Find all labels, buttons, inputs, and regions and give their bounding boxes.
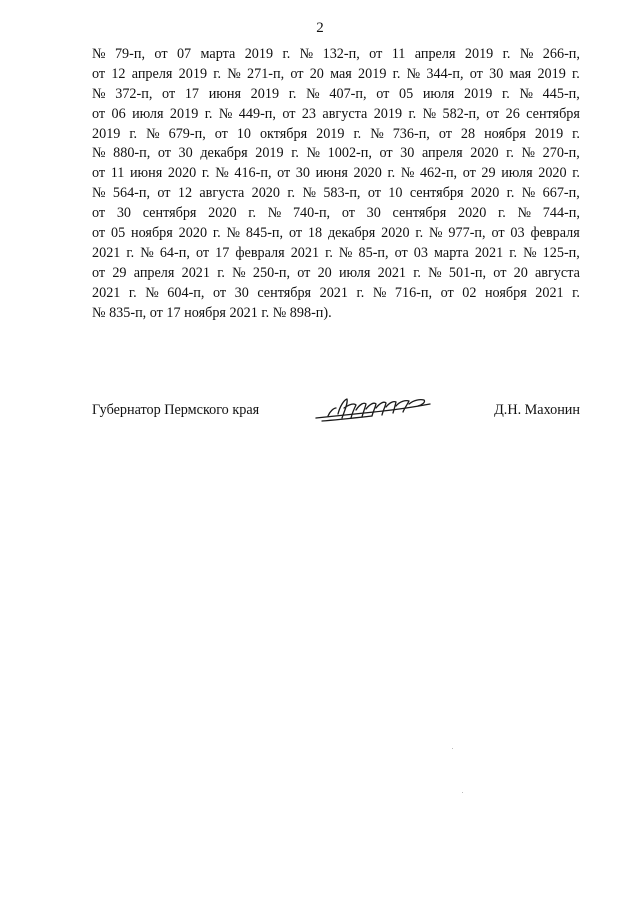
text-line: от 30 сентября 2020 г. № 740-п, от 30 сентября 2020 г. № 744-п, [92, 205, 580, 222]
text-line: от 11 июня 2020 г. № 416-п, от 30 июня 2020 г. № 462-п, от 29 июля 2020 г. [92, 165, 580, 182]
text-line: № 564-п, от 12 августа 2020 г. № 583-п, от 10 сентября 2020 г. № 667-п, [92, 185, 580, 202]
signature-block [92, 400, 580, 432]
body-paragraph [92, 45, 580, 323]
text-line: от 12 апреля 2019 г. № 271-п, от 20 мая 2019 г. № 344-п, от 30 мая 2019 г. [92, 65, 580, 82]
page-number: 2 [316, 20, 324, 36]
text-line: от 29 апреля 2021 г. № 250-п, от 20 июля 2021 г. № 501-п, от 20 августа [92, 264, 580, 281]
text-line: № 835-п, от 17 ноября 2021 г. № 898-п). [92, 304, 332, 321]
scan-speck [462, 792, 463, 793]
text-line: № 79-п, от 07 марта 2019 г. № 132-п, от 11 апреля 2019 г. № 266-п, [92, 46, 580, 62]
text-line: 2021 г. № 604-п, от 30 сентября 2021 г. № 716-п, от 02 ноября 2021 г. [92, 284, 580, 301]
text-line: от 05 ноября 2020 г. № 845-п, от 18 декабря 2020 г. № 977-п, от 03 февраля [92, 225, 580, 242]
handwritten-signature-icon [314, 394, 434, 428]
scan-speck [452, 748, 453, 749]
text-line: № 372-п, от 17 июня 2019 г. № 407-п, от 05 июля 2019 г. № 445-п, [92, 85, 580, 102]
text-line: 2019 г. № 679-п, от 10 октября 2019 г. № 736-п, от 28 ноября 2019 г. [92, 125, 580, 142]
text-line: 2021 г. № 64-п, от 17 февраля 2021 г. № 85-п, от 03 марта 2021 г. № 125-п, [92, 244, 580, 261]
text-line: от 06 июля 2019 г. № 449-п, от 23 августа 2019 г. № 582-п, от 26 сентября [92, 105, 580, 122]
text-line: № 880-п, от 30 декабря 2019 г. № 1002-п, от 30 апреля 2020 г. № 270-п, [92, 145, 580, 162]
signatory-name: Д.Н. Махонин [494, 402, 580, 418]
signatory-position: Губернатор Пермского края [92, 402, 260, 418]
